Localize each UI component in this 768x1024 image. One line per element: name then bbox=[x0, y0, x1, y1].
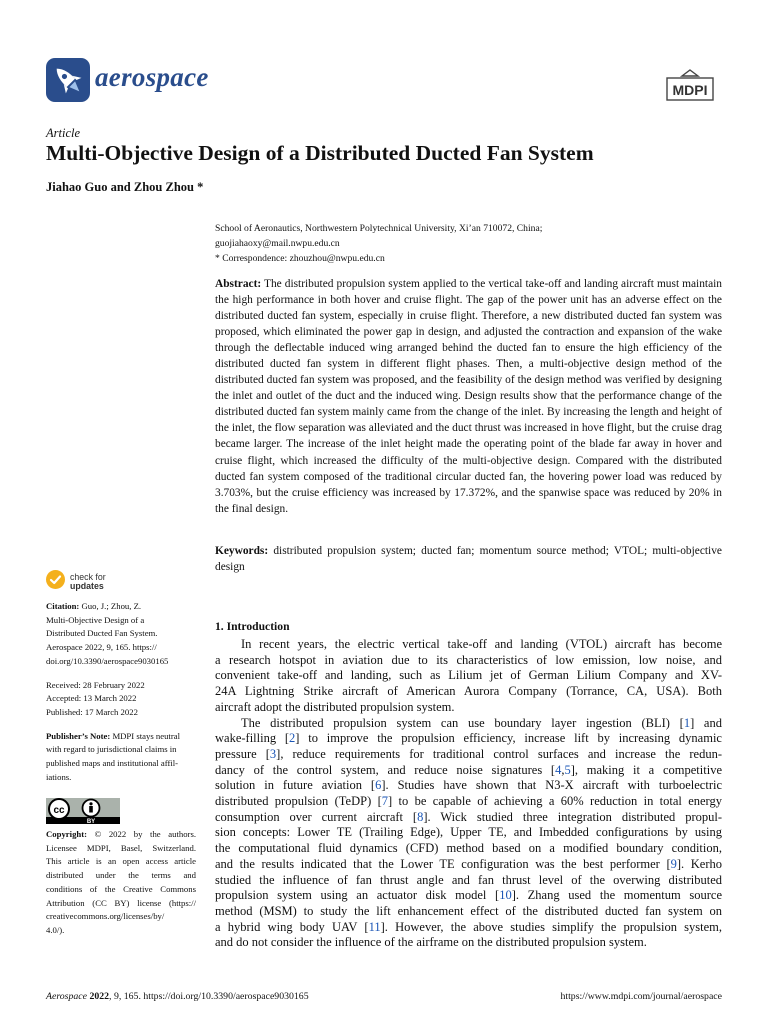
abstract-label: Abstract: bbox=[215, 278, 262, 290]
body-text-segment: ]. Kerho bbox=[676, 856, 722, 871]
body-text-segment: The distributed propulsion system can use boundary layer ingestion (BLI) [ bbox=[241, 715, 684, 730]
body-line bbox=[215, 794, 722, 810]
footer-url[interactable]: https://www.mdpi.com/journal/aerospace bbox=[560, 991, 722, 1002]
body-line bbox=[215, 700, 722, 716]
body-text-segment: a research hotspot in aviation due to its characteristics of low emission, low noise, and bbox=[215, 652, 722, 667]
body-line bbox=[215, 825, 722, 841]
reference-link[interactable]: 1 bbox=[683, 715, 691, 730]
body-text-segment: wake-filling [ bbox=[215, 731, 290, 746]
publisher-note bbox=[46, 730, 196, 785]
body-line bbox=[215, 888, 722, 904]
body-line bbox=[215, 841, 722, 857]
correspondence[interactable]: * Correspondence: zhouzhou@nwpu.edu.cn bbox=[215, 253, 385, 264]
body-line bbox=[215, 778, 722, 794]
body-line bbox=[215, 920, 722, 936]
reference-link[interactable]: 10 bbox=[499, 888, 512, 903]
check-for-updates-badge[interactable] bbox=[46, 570, 166, 596]
body-line bbox=[215, 904, 722, 920]
body-text-segment: solution in future aviation [ bbox=[215, 778, 376, 793]
citation bbox=[46, 600, 196, 669]
body-line bbox=[215, 935, 722, 951]
body-text-segment: ]. Wick studied three integration distributed propul- bbox=[423, 809, 722, 824]
keywords-text: distributed propulsion system; ducted fan; momentum source method; VTOL; multi-objective design bbox=[215, 545, 722, 573]
copyright-label: Copyright: bbox=[46, 829, 88, 839]
note-line: iations. bbox=[46, 771, 72, 782]
body-text-segment: propulsion system using an actuator disk model [ bbox=[215, 888, 500, 903]
published-date: Published: 17 March 2022 bbox=[46, 706, 138, 717]
body-text-segment: sion concepts: Lower TE (Trailing Edge), Upper TE, and Imbedded configurations by using bbox=[215, 825, 722, 840]
body-line bbox=[215, 857, 722, 873]
keywords-label: Keywords: bbox=[215, 545, 269, 557]
citation-line: Distributed Ducted Fan System. bbox=[46, 628, 158, 639]
copyright bbox=[46, 828, 196, 938]
footer-journal: Aerospace bbox=[46, 991, 87, 1002]
body-text-segment: a hybrid wing body UAV [ bbox=[215, 919, 369, 934]
rocket-icon bbox=[46, 58, 90, 102]
author-email[interactable]: guojiahaoxy@mail.nwpu.edu.cn bbox=[215, 238, 340, 249]
copyright-line[interactable]: creativecommons.org/licenses/by/ bbox=[46, 911, 165, 922]
body-line bbox=[215, 747, 722, 763]
body-text-segment: ] to be capable of achieving a 60% reduction in total energy bbox=[388, 794, 722, 809]
reference-link[interactable]: 4 bbox=[555, 762, 562, 777]
body-text-segment: and the results indicated that the Lower TE configuration was the best performer [ bbox=[215, 856, 671, 871]
publisher-name: MDPI bbox=[672, 82, 708, 98]
dates bbox=[46, 679, 196, 720]
sidebar bbox=[46, 600, 196, 794]
keywords bbox=[215, 543, 722, 575]
body-text-segment: distributed propulsion (TeDP) [ bbox=[215, 794, 382, 809]
reference-link[interactable]: 9 bbox=[670, 856, 677, 871]
abstract bbox=[215, 276, 722, 517]
body-text-segment: In recent years, the electric vertical take-off and landing (VTOL) aircraft has become bbox=[241, 637, 722, 651]
reference-link[interactable]: 11 bbox=[368, 919, 381, 934]
body-text-segment: dancy of the control system, and reduce noise signatures [ bbox=[215, 762, 556, 777]
citation-doi[interactable]: doi.org/10.3390/aerospace9030165 bbox=[46, 655, 169, 666]
by-label: BY bbox=[86, 819, 96, 824]
body-text bbox=[215, 637, 722, 951]
body-line bbox=[215, 731, 722, 747]
citation-label: Citation: bbox=[46, 601, 80, 611]
note-line: MDPI stays neutral bbox=[112, 730, 180, 741]
reference-link[interactable]: 7 bbox=[381, 794, 388, 809]
body-line bbox=[215, 873, 722, 889]
footer-year: 2022 bbox=[89, 991, 110, 1002]
body-text-segment: ]. Zhang used the momentum source bbox=[511, 888, 723, 903]
body-text-segment: ] to improve the propulsion efficiency, increase lift by increasing dynamic bbox=[295, 731, 722, 746]
body-text-segment: ], making it a competitive bbox=[570, 762, 722, 777]
body-text-segment: ], reduce requirements for traditional control surfaces and increase the redun- bbox=[276, 746, 722, 761]
body-text-segment: ]. However, the above studies simplify the propulsion system, bbox=[380, 919, 723, 934]
body-text-segment: , bbox=[561, 762, 565, 777]
authors: Jiahao Guo and Zhou Zhou * bbox=[46, 180, 204, 194]
reference-link[interactable]: 8 bbox=[417, 809, 424, 824]
body-text-segment: method (MSM) to study the lift enhancement effect of the distributed ducted fan system on bbox=[215, 903, 722, 918]
body-line bbox=[215, 668, 722, 684]
body-text-segment: consumption over current aircraft [ bbox=[215, 809, 418, 824]
body-text-segment: ] and bbox=[690, 715, 722, 730]
body-text-segment: 24A Lightning Strike aircraft of American Aurora Company (Torrance, CA, USA). Both bbox=[215, 684, 722, 699]
copyright-line: distributed under the terms and bbox=[46, 870, 196, 881]
page-title: Multi-Objective Design of a Distributed Ducted Fan System bbox=[46, 141, 594, 165]
reference-link[interactable]: 3 bbox=[269, 746, 277, 761]
copyright-line: This article is an open access article bbox=[46, 856, 196, 867]
reference-link[interactable]: 6 bbox=[375, 778, 382, 793]
citation-line: Guo, J.; Zhou, Z. bbox=[81, 601, 142, 611]
check-updates-icon bbox=[46, 570, 65, 589]
body-line bbox=[215, 810, 722, 826]
body-text-segment: the computational fluid dynamics (CFD) method based on a modified boundary condition, bbox=[215, 841, 722, 856]
footer-doi[interactable]: , 9, 165. https://doi.org/10.3390/aerospace9030165 bbox=[109, 991, 309, 1002]
body-line bbox=[215, 763, 722, 779]
citation-line: Multi-Objective Design of a bbox=[46, 614, 145, 625]
section-heading: 1. Introduction bbox=[215, 620, 290, 633]
body-text-segment: and do not consider the influence of the airframe on the distributed propulsion system. bbox=[215, 935, 647, 950]
body-text-segment: studied the influence of fan thrust angle and fan thrust level of the overwing distributed bbox=[215, 872, 722, 887]
copyright-line: © 2022 by the authors. bbox=[94, 829, 196, 839]
check-updates-line1: check for bbox=[70, 572, 106, 582]
reference-link[interactable]: 2 bbox=[289, 731, 296, 746]
note-label: Publisher’s Note: bbox=[46, 730, 111, 741]
received-date: Received: 28 February 2022 bbox=[46, 679, 145, 690]
body-text-segment: convenient take-off and landing, such as Lilium jet of German Lilium Company and XV- bbox=[215, 668, 722, 683]
body-line bbox=[215, 716, 722, 732]
check-updates-line2: updates bbox=[70, 581, 104, 591]
accepted-date: Accepted: 13 March 2022 bbox=[46, 693, 137, 704]
copyright-line: Licensee MDPI, Basel, Switzerland. bbox=[46, 842, 196, 853]
copyright-line[interactable]: 4.0/). bbox=[46, 924, 65, 935]
citation-line[interactable]: Aerospace 2022, 9, 165. https:// bbox=[46, 642, 157, 653]
note-line: with regard to jurisdictional claims in bbox=[46, 744, 177, 755]
reference-link[interactable]: 5 bbox=[564, 762, 571, 777]
journal-name: aerospace bbox=[95, 62, 209, 92]
abstract-text: The distributed propulsion system applied to the vertical take-off and landing aircraft must maintain the high performance in both hover and cruise flight. The gap of the power unit has an adverse effect on the distributed ducted fan system, especially in cruise flight. Therefore, a new distributed ducted fan system was proposed, which eliminated the power gap in design, and adjusted the contraction and expansion of the wake through the deflectable induced wing arranged behind the ducted fan to ensure the high efficiency of the distributed ducted fan system in different flight phases. Then, a multi-objective design method of the distributed ducted fan system was proposed, and the feasibility of the design method was verified by designing the inlet and outlet of the duct and the induced wing. Design results show that the performance change of the distributed ducted fan system mainly came from the change of the inlet. By increasing the length and height of the inlet, the flow separation was alleviated and the duct thrust was increased in hove flight, but the cruise drag became larger. The increase of the inlet height made the operating point of the blade far away in hover and cruise flight, which increased the difficulty of the multi-objective design. Compared with the distributed ducted fan system composed of the traditional circular ducted fan, the hovering power load was reduced by 3.703%, but the cruise efficiency was increased by 17.372%, and the spanwise space was reduced by 20% in the final design. bbox=[215, 278, 722, 515]
affiliation bbox=[215, 221, 725, 266]
note-line: published maps and institutional affil- bbox=[46, 758, 179, 769]
body-text-segment: pressure [ bbox=[215, 746, 270, 761]
mdpi-logo[interactable] bbox=[664, 69, 716, 103]
body-line bbox=[215, 637, 722, 653]
body-line bbox=[215, 684, 722, 700]
copyright-line: conditions of the Creative Commons bbox=[46, 883, 196, 894]
body-text-segment: ]. Studies have shown that N3-X aircraft with turboelectric bbox=[381, 778, 723, 793]
affiliation-line: School of Aeronautics, Northwestern Polytechnical University, Xi’an 710072, China; bbox=[215, 223, 543, 234]
body-text-segment: aircraft adopt the distributed propulsion system. bbox=[215, 699, 455, 714]
cc-by-license-icon[interactable] bbox=[46, 798, 120, 824]
copyright-line[interactable]: Attribution (CC BY) license (https:// bbox=[46, 897, 196, 908]
footer-citation bbox=[46, 991, 309, 1002]
body-line bbox=[215, 653, 722, 669]
article-type: Article bbox=[46, 126, 81, 140]
cc-label: cc bbox=[53, 805, 65, 816]
